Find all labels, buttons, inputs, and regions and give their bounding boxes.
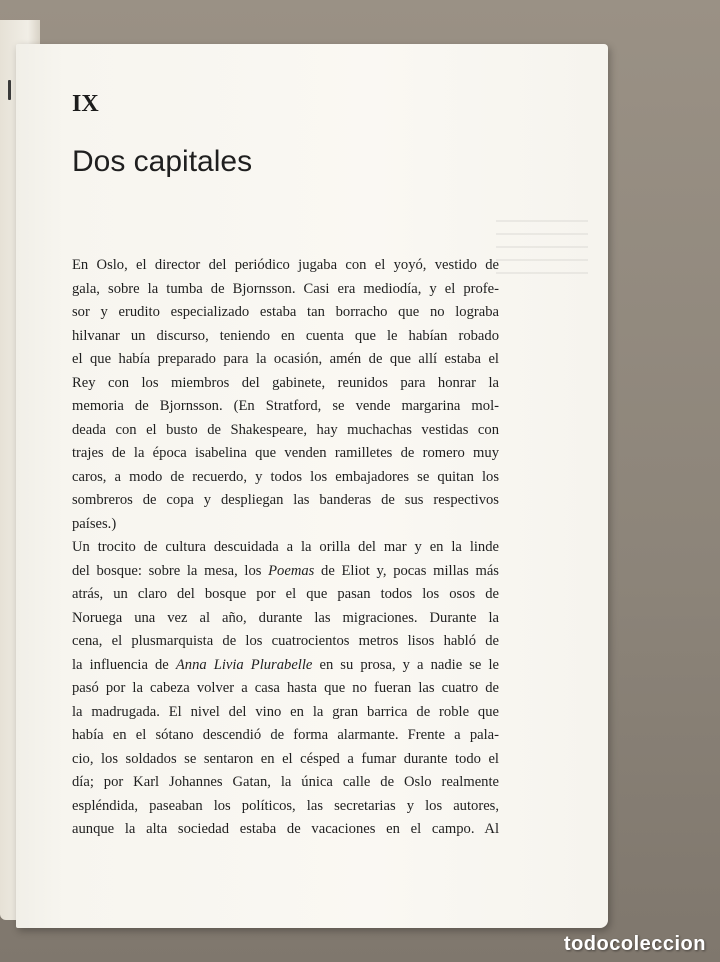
text-line bbox=[72, 325, 499, 349]
text-segment: aunque la alta sociedad estaba de vacaciones en el campo. Al bbox=[72, 821, 499, 837]
text-line bbox=[72, 607, 499, 631]
text-line bbox=[72, 748, 499, 772]
text-segment: pasó por la cabeza volver a casa hasta que no fueran las cuatro de bbox=[72, 680, 499, 696]
text-segment: hilvanar un discurso, teniendo en cuenta que le habían robado bbox=[72, 327, 499, 344]
text-line bbox=[72, 372, 499, 396]
text-segment: Un trocito de cultura descuidada a la orilla del mar y en la linde bbox=[72, 539, 499, 555]
text-segment: gala, sobre la tumba de Bjornsson. Casi era mediodía, y el profe- bbox=[72, 280, 499, 297]
text-line bbox=[72, 278, 499, 302]
text-line bbox=[72, 795, 499, 819]
text-segment: el que había preparado para la ocasión, amén de que allí estaba el bbox=[72, 351, 499, 367]
watermark-logo: todocoleccion bbox=[563, 933, 706, 955]
text-line bbox=[72, 301, 499, 325]
text-line bbox=[72, 489, 499, 513]
text-segment: caros, a modo de recuerdo, y todos los embajadores se quitan los bbox=[72, 468, 499, 485]
page-mark bbox=[8, 80, 11, 100]
text-segment: la madrugada. El nivel del vino en la gran barrica de roble que bbox=[72, 703, 499, 720]
text-segment: En Oslo, el director del periódico jugaba con el yoyó, vestido de bbox=[72, 257, 499, 273]
paragraph bbox=[72, 254, 499, 536]
text-line bbox=[72, 348, 499, 372]
text-segment: la influencia de bbox=[72, 656, 176, 673]
text-line bbox=[72, 513, 499, 537]
text-segment: sombreros de copa y despliegan las banderas de sus respectivos bbox=[72, 492, 499, 508]
text-segment: en su prosa, y a nadie se le bbox=[312, 656, 499, 673]
text-line bbox=[72, 771, 499, 795]
text-line bbox=[72, 701, 499, 725]
text-segment: sor y erudito especializado estaba tan borracho que no lograba bbox=[72, 304, 499, 320]
text-line bbox=[72, 466, 499, 490]
text-segment: Noruega una vez al año, durante las migraciones. Durante la bbox=[72, 609, 499, 626]
text-line bbox=[72, 677, 499, 701]
text-segment: espléndida, paseaban los políticos, las secretarias y los autores, bbox=[72, 797, 499, 814]
text-segment: deada con el busto de Shakespeare, hay muchachas vestidas con bbox=[72, 421, 499, 438]
chapter-title: Dos capitales bbox=[72, 145, 253, 178]
text-segment: Rey con los miembros del gabinete, reunidos para honrar la bbox=[72, 374, 499, 391]
text-segment: cena, el plusmarquista de los cuatrocientos metros lisos habló de bbox=[72, 633, 499, 649]
text-segment: memoria de Bjornsson. (En Stratford, se vende margarina mol- bbox=[72, 398, 499, 414]
paragraph bbox=[72, 536, 499, 842]
text-line bbox=[72, 419, 499, 443]
chapter-number: IX bbox=[72, 91, 99, 117]
text-line bbox=[72, 724, 499, 748]
italic-title: Anna Livia Plurabelle bbox=[175, 656, 313, 673]
italic-title: Poemas bbox=[268, 562, 315, 579]
text-segment: cio, los soldados se sentaron en el césped a fumar durante todo el bbox=[72, 750, 499, 767]
text-line bbox=[72, 583, 499, 607]
text-line bbox=[72, 442, 499, 466]
text-line bbox=[72, 536, 499, 560]
text-line bbox=[72, 254, 499, 278]
text-segment: de Eliot y, pocas millas más bbox=[314, 562, 499, 579]
text-line bbox=[72, 395, 499, 419]
text-segment: día; por Karl Johannes Gatan, la única calle de Oslo realmente bbox=[72, 774, 499, 790]
text-segment: atrás, un claro del bosque por el que pasan todos los osos de bbox=[72, 586, 499, 602]
text-segment: del bosque: sobre la mesa, los bbox=[72, 562, 269, 579]
text-segment: países.) bbox=[72, 515, 117, 532]
text-segment: trajes de la época isabelina que venden ramilletes de romero muy bbox=[72, 445, 499, 461]
show-through-text bbox=[496, 220, 588, 280]
body-text bbox=[72, 254, 499, 842]
text-line bbox=[72, 818, 499, 842]
text-line bbox=[72, 654, 499, 678]
text-line bbox=[72, 560, 499, 584]
text-line bbox=[72, 630, 499, 654]
text-segment: había en el sótano descendió de forma alarmante. Frente a pala- bbox=[72, 727, 499, 743]
